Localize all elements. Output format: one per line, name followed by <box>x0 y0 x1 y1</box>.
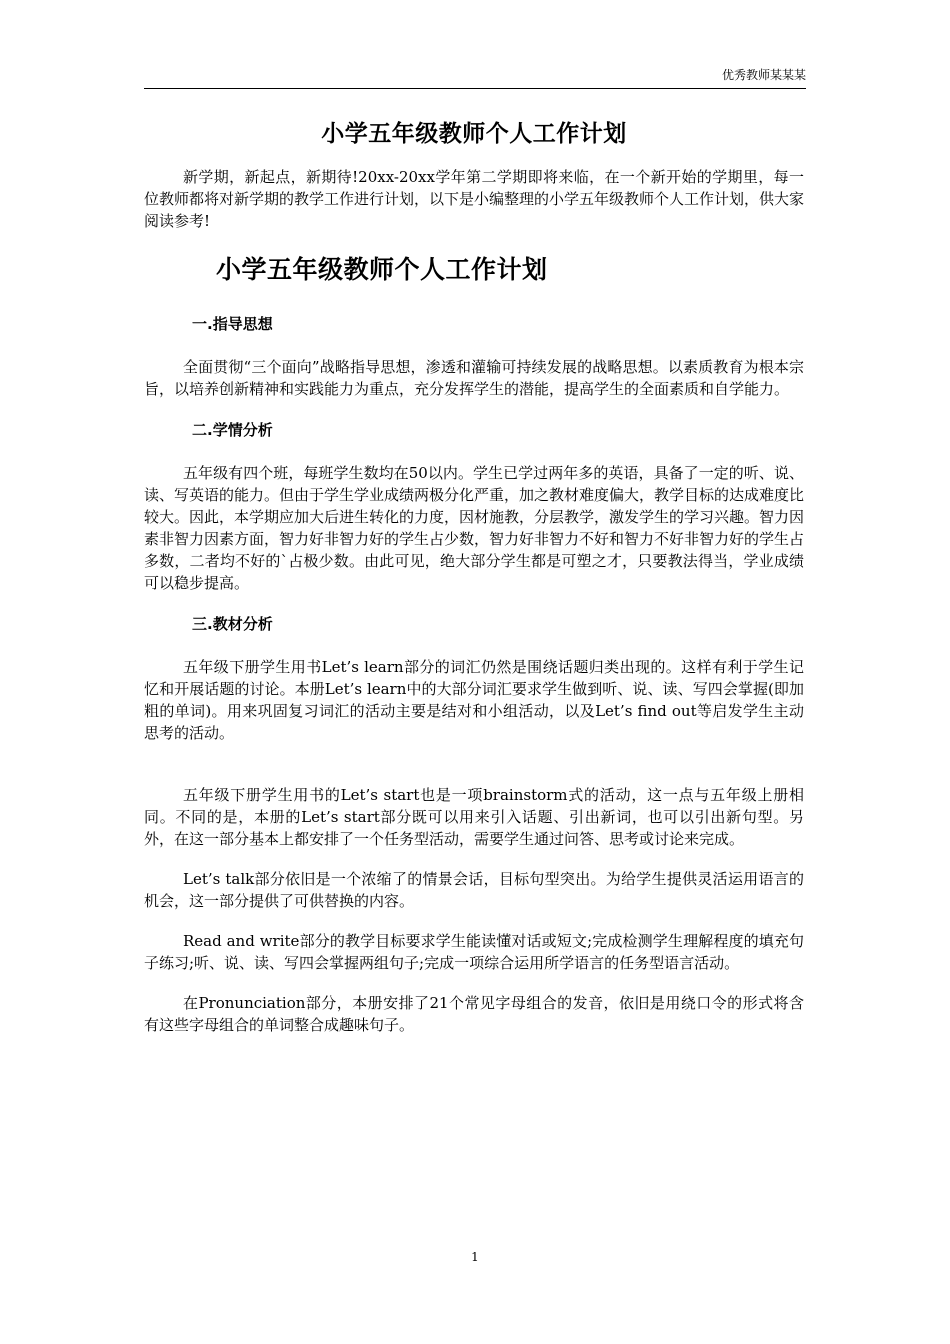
paragraph-lets-learn: 五年级下册学生用书Let’s learn部分的词汇仍然是围绕话题归类出现的。这样有利于学生记忆和开展话题的讨论。本册Let’s learn中的大部分词汇要求学生做到听、说、读、写四会掌握(即加粗的单词)。用来巩固复习词汇的活动主要是结对和小组活动，以及Let’s find out等启发学生主动思考的活动。 <box>144 658 804 742</box>
document-body <box>144 114 804 1036</box>
paragraph-student-analysis: 五年级有四个班，每班学生数均在50以内。学生已学过两年多的英语，具备了一定的听、说、读、写英语的能力。但由于学生学业成绩两极分化严重，加之教材难度偏大，教学目标的达成难度比较大。因此，本学期应加大后进生转化的力度，因材施教，分层教学，激发学生的学习兴趣。智力因素非智力因素方面，智力好非智力好的学生占少数，智力好非智力不好和智力不好非智力好的学生占多数，二者均不好的`占极少数。由此可见，绝大部分学生都是可塑之才，只要教法得当，学业成绩可以稳步提高。 <box>144 464 805 592</box>
paragraph-guiding-ideology: 全面贯彻“三个面向”战略指导思想，渗透和灌输可持续发展的战略思想。以素质教育为根本宗旨，以培养创新精神和实践能力为重点，充分发挥学生的潜能，提高学生的全面素质和自学能力。 <box>144 358 804 398</box>
heading-guiding-ideology: 一.指导思想 <box>192 315 273 333</box>
section-title: 小学五年级教师个人工作计划 <box>216 255 548 284</box>
header-author: 优秀教师某某某 <box>721 68 806 82</box>
heading-student-analysis: 二.学情分析 <box>192 421 273 439</box>
paragraph-read-and-write: Read and write部分的教学目标要求学生能读懂对话或短文;完成检测学生理解程度的填充句子练习;听、说、读、写四会掌握两组句子;完成一项综合运用所学语言的任务型语言活动。 <box>144 932 804 972</box>
heading-textbook-analysis: 三.教材分析 <box>192 615 273 633</box>
intro-paragraph: 新学期，新起点，新期待!20xx-20xx学年第二学期即将来临，在一个新开始的学期里，每一位教师都将对新学期的教学工作进行计划，以下是小编整理的小学五年级教师个人工作计划，供大家阅读参考! <box>144 168 805 230</box>
document-title: 小学五年级教师个人工作计划 <box>321 120 627 147</box>
paragraph-pronunciation: 在Pronunciation部分，本册安排了21个常见字母组合的发音，依旧是用绕口令的形式将含有这些字母组合的单词整合成趣味句子。 <box>144 994 804 1034</box>
paragraph-lets-talk: Let’s talk部分依旧是一个浓缩了的情景会话，目标句型突出。为给学生提供灵活运用语言的机会，这一部分提供了可供替换的内容。 <box>144 870 804 910</box>
paragraph-lets-start: 五年级下册学生用书的Let’s start也是一项brainstorm式的活动，这一点与五年级上册相同。不同的是，本册的Let’s start部分既可以用来引入话题、引出新词，也可以引出新句型。另外，在这一部分基本上都安排了一个任务型活动，需要学生通过问答、思考或讨论来完成。 <box>144 786 804 848</box>
page-number: 1 <box>471 1250 479 1264</box>
page-header <box>144 64 806 89</box>
